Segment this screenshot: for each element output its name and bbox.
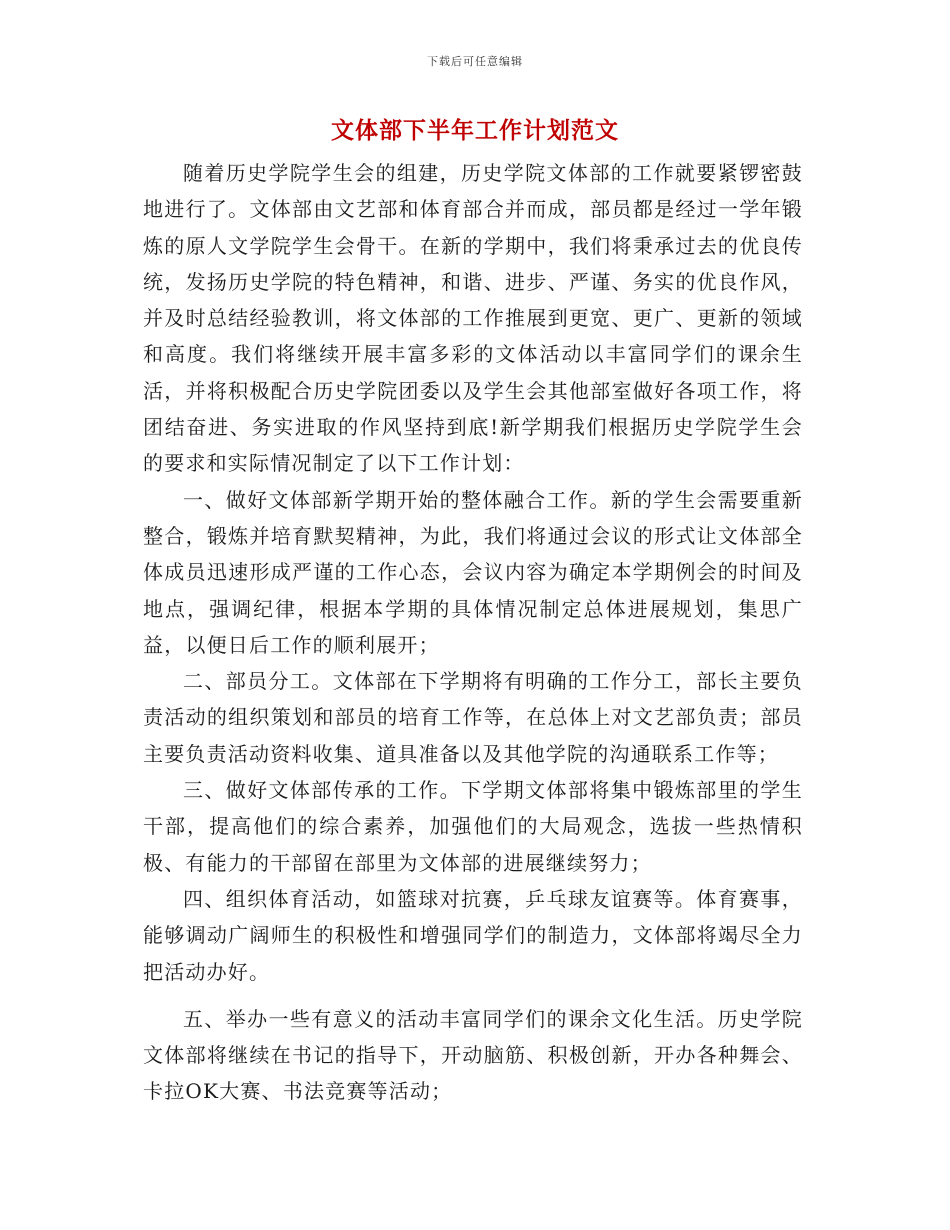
plan-item-1: 一、做好文体部新学期开始的整体融合工作。新的学生会需要重新整合，锻炼并培育默契精神，为此，我们将通过会议的形式让文体部全体成员迅速形成严谨的工作心态，会议内容为确定本学期例会的时间及地点，强调纪律，根据本学期的具体情况制定总体进展规划，集思广益，以便日后工作的顺利展开； (143, 487, 803, 657)
intro-paragraph: 随着历史学院学生会的组建，历史学院文体部的工作就要紧锣密鼓地进行了。文体部由文艺部和体育部合并而成，部员都是经过一学年锻炼的原人文学院学生会骨干。在新的学期中，我们将秉承过去的优良传统，发扬历史学院的特色精神，和谐、进步、严谨、务实的优良作风，并及时总结经验教训，将文体部的工作推展到更宽、更广、更新的领域和高度。我们将继续开展丰富多彩的文体活动以丰富同学们的课余生活，并将积极配合历史学院团委以及学生会其他部室做好各项工作，将团结奋进、务实进取的作风坚持到底!新学期我们根据历史学院学生会的要求和实际情况制定了以下工作计划： (143, 161, 803, 476)
document-title: 文体部下半年工作计划范文 (331, 118, 619, 144)
document-body (143, 155, 803, 1110)
header-note: 下载后可任意编辑 (427, 55, 523, 68)
plan-item-3: 三、做好文体部传承的工作。下学期文体部将集中锻炼部里的学生干部，提高他们的综合素养，加强他们的大局观念，选拔一些热情积极、有能力的干部留在部里为文体部的进展继续努力； (143, 778, 803, 875)
plan-item-4: 四、组织体育活动，如篮球对抗赛，乒乓球友谊赛等。体育赛事，能够调动广阔师生的积极性和增强同学们的制造力，文体部将竭尽全力把活动办好。 (143, 886, 803, 984)
plan-item-2: 二、部员分工。文体部在下学期将有明确的工作分工，部长主要负责活动的组织策划和部员的培育工作等，在总体上对文艺部负责；部员主要负责活动资料收集、道具准备以及其他学院的沟通联系工作等； (143, 669, 803, 766)
plan-item-5: 五、举办一些有意义的活动丰富同学们的课余文化生活。历史学院文体部将继续在书记的指导下，开动脑筋、积极创新，开办各种舞会、卡拉OK大赛、书法竞赛等活动； (143, 1006, 803, 1104)
